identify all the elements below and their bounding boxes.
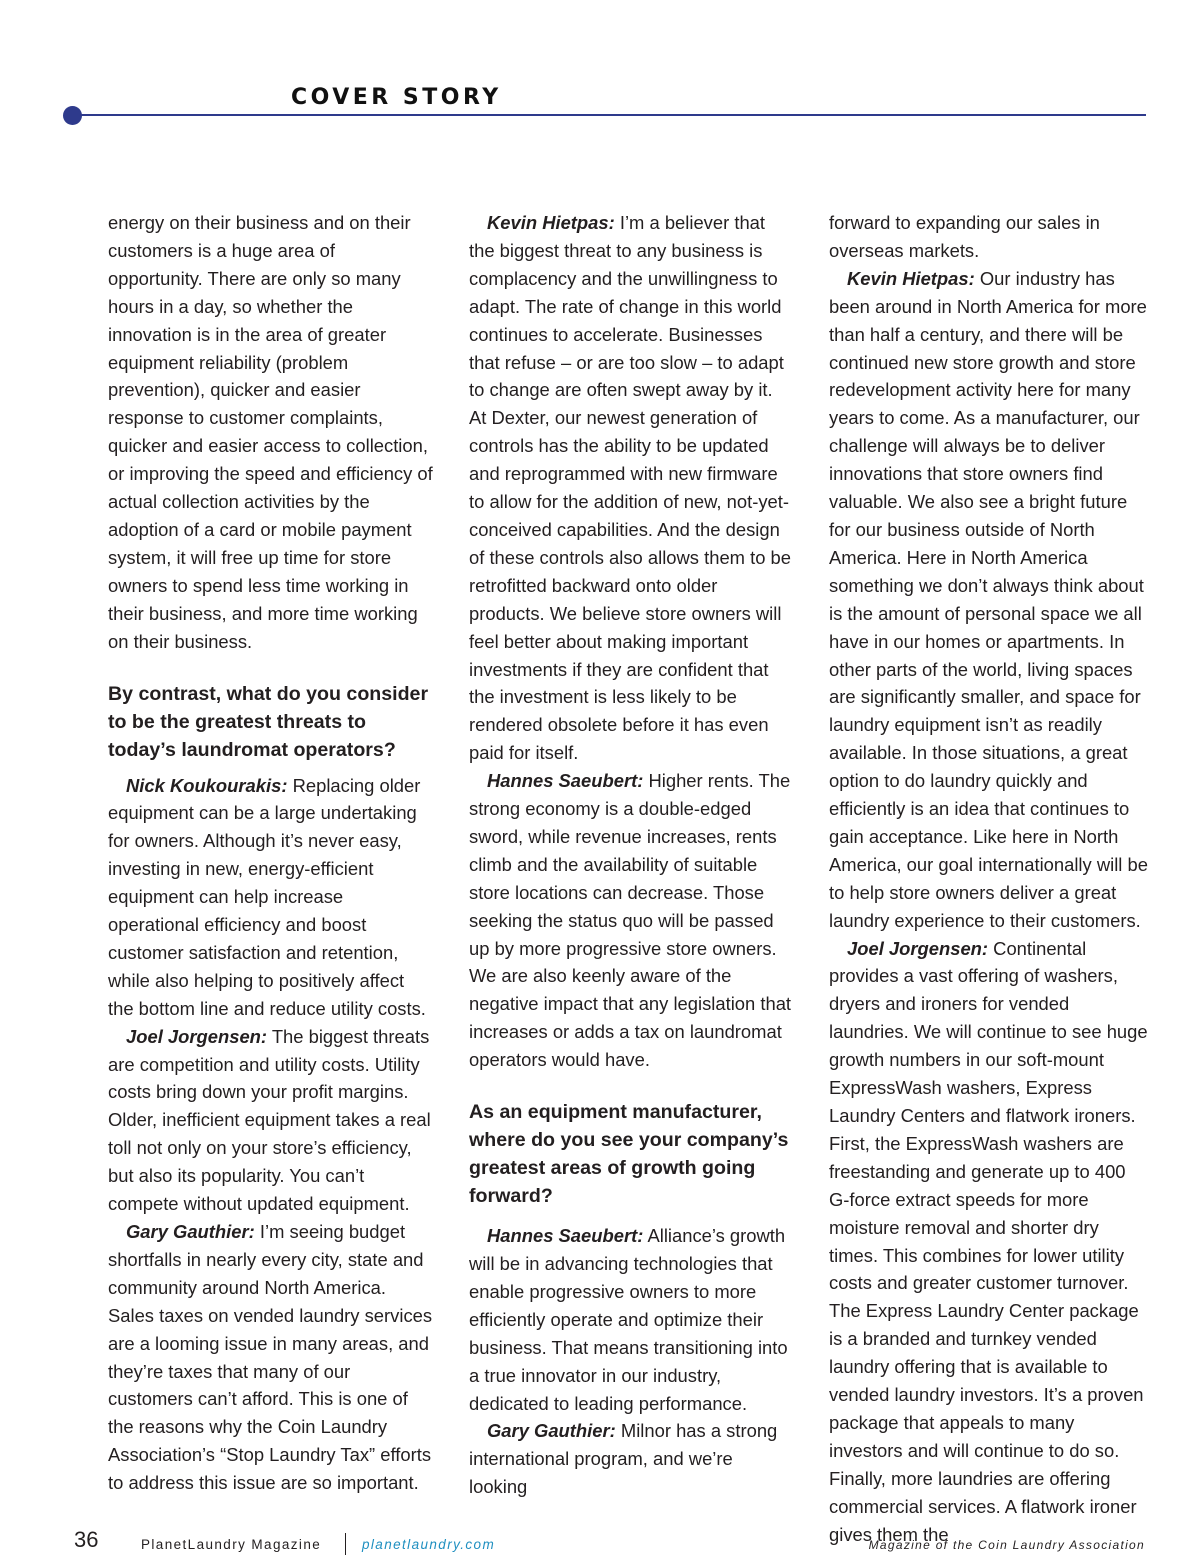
question-heading: By contrast, what do you consider to be the greatest threats to today’s laundromat operators?	[108, 682, 429, 761]
page-number: 36	[74, 1527, 99, 1552]
answer-text: I’m seeing budget shortfalls in nearly every city, state and community around North America. Sales taxes on vended laundry services are a looming issue in many areas, and they’re taxes that many of our customers can’t afford. This is one of the reasons why the Coin Laundry Association’s “Stop Laundry Tax” efforts to address this issue are so important.	[108, 1221, 433, 1494]
speaker-name: Gary Gauthier:	[126, 1221, 255, 1242]
answer-paragraph	[829, 265, 1151, 935]
section-label: COVER STORY	[291, 85, 502, 110]
paragraph: energy on their business and on their customers is a huge area of opportunity. There are only so many hours in a day, so whether the innovation is in the area of greater equipment reliability (problem prevention), quicker and easier response to customer complaints, quicker and easier access to collection, or improving the speed and efficiency of actual collection activities by the adoption of a card or mobile payment system, it will free up time for store owners to spend less time working in their business, and more time working on their business.	[108, 212, 433, 652]
answer-paragraph	[108, 772, 433, 1023]
speaker-name: Joel Jorgensen:	[847, 937, 989, 959]
speaker-name: Gary Gauthier:	[487, 1420, 616, 1442]
header-rule	[72, 114, 1146, 116]
answer-text: Continental provides a vast offering of washers, dryers and ironers for vended laundries. We will continue to see huge growth numbers in our soft-mount ExpressWash washers, Express Laundry Centers and flatwork ironers. First, the ExpressWash washers are freestanding and generate up to 400 G-force extract speeds for more moisture removal and shorter dry times. This combines for lower utility costs and greater customer turnover. The Express Laundry Center package is a branded and turnkey vended laundry offering that is available to vended laundry investors. It’s a proven package that appeals to many investors and will continue to do so. Finally, more laundries are offering commercial services. A flatwork ironer gives them the	[829, 937, 1148, 1545]
footer-magazine-name: PlanetLaundry Magazine	[141, 1537, 322, 1552]
answer-text: Our industry has been around in North America for more than half a century, and there will be continued new store growth and store redevelopment activity here for many years to come. As a manufacturer, our challenge will always be to deliver innovations that store owners find valuable. We also see a bright future for our business outside of North America. Here in North America something we don’t always think about is the amount of personal space we all have in our homes or apartments. In other parts of the world, living spaces are significantly smaller, and space for laundry equipment isn’t as readily available. In those situations, a great option to do laundry quickly and efficiently is an idea that continues to gain acceptance. Like here in North America, our goal internationally will be to help store owners deliver a great laundry experience to their customers.	[829, 267, 1148, 931]
answer-paragraph	[469, 1417, 794, 1501]
answer-text: Alliance’s growth will be in advancing technologies that enable progressive owners to more efficiently operate and optimize their business. That means transitioning into a true innovator in our industry, dedicated to leading performance.	[469, 1225, 788, 1414]
speaker-name: Kevin Hietpas:	[487, 212, 615, 233]
answer-paragraph	[108, 1023, 433, 1218]
speaker-name: Joel Jorgensen:	[126, 1025, 268, 1047]
question-heading: As an equipment manufacturer, where do you see your company’s greatest areas of growth going forward?	[469, 1101, 789, 1208]
answer-text: Higher rents. The strong economy is a double-edged sword, while revenue increases, rents climb and the availability of suitable store locations can decrease. Those seeking the status quo will be passed up by more progressive store owners. We are also keenly aware of the negative impact that any legislation that increases or adds a tax on laundromat operators would have.	[469, 770, 792, 1071]
answer-paragraph	[469, 209, 794, 767]
speaker-name: Hannes Saeubert:	[487, 1225, 644, 1247]
footer-url-link[interactable]: planetlaundry.com	[362, 1537, 496, 1552]
speaker-name: Hannes Saeubert:	[487, 770, 644, 792]
answer-paragraph	[469, 1222, 794, 1417]
footer-divider	[345, 1533, 346, 1555]
paragraph: forward to expanding our sales in overseas markets.	[829, 212, 1100, 261]
answer-text: The biggest threats are competition and utility costs. Utility costs bring down your profit margins. Older, inefficient equipment takes a real toll not only on your store’s efficiency, but also its popularity. You can’t compete without updated equipment.	[108, 1025, 431, 1215]
answer-text: Replacing older equipment can be a large undertaking for owners. Although it’s never easy, investing in new, energy-efficient equipment can help increase operational efficiency and boost customer satisfaction and retention, while also helping to positively affect the bottom line and reduce utility costs.	[108, 774, 426, 1019]
answer-paragraph	[469, 767, 794, 1074]
answer-text: Milnor has a strong international program, and we’re looking	[469, 1420, 778, 1498]
article-column-2	[469, 209, 794, 1501]
speaker-name: Nick Koukourakis:	[126, 774, 288, 796]
footer-tagline: Magazine of the Coin Laundry Association	[868, 1538, 1145, 1552]
answer-paragraph	[829, 935, 1151, 1549]
article-column-1	[108, 209, 433, 1497]
answer-text: I’m a believer that the biggest threat to any business is complacency and the unwillingness to adapt. The rate of change in this world continues to accelerate. Businesses that refuse – or are too slow – to adapt to change are often swept away by it. At Dexter, our newest generation of controls has the ability to be updated and reprogrammed with new firmware to allow for the addition of new, not-yet-conceived capabilities. And the design of these controls also allows them to be retrofitted backward onto older products. We believe store owners will feel better about making important investments if they are confident that the investment is less likely to be rendered obsolete before it has even paid for itself.	[469, 212, 792, 764]
article-column-3	[829, 209, 1151, 1549]
answer-paragraph	[108, 1218, 433, 1497]
speaker-name: Kevin Hietpas:	[847, 267, 975, 289]
